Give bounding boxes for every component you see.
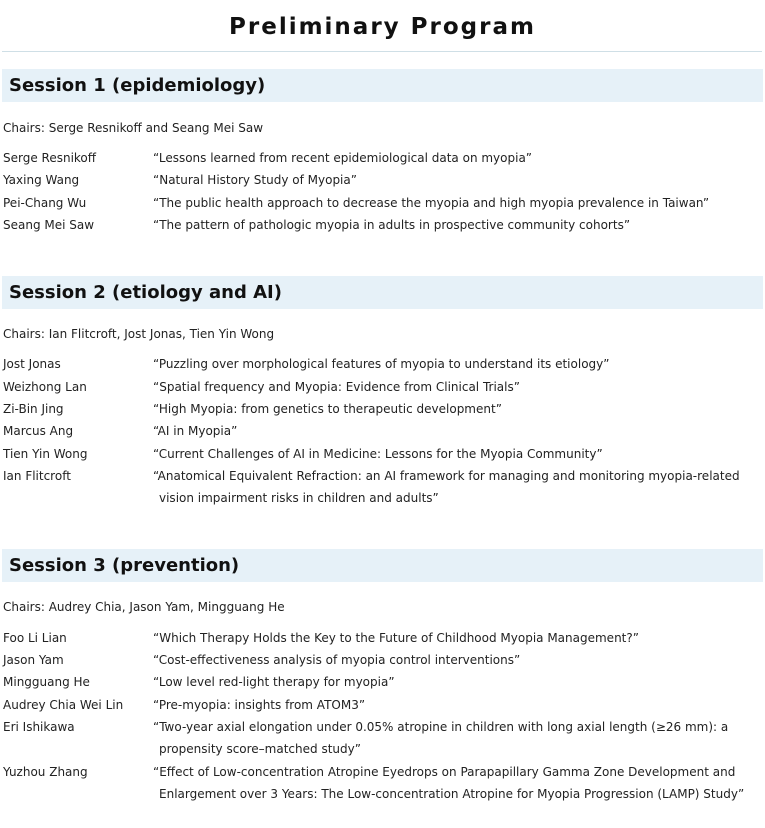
talk-speaker: Jason Yam	[3, 653, 64, 667]
talk-title: “Cost-effectiveness analysis of myopia control interventions”	[153, 653, 521, 667]
talk-title: “Effect of Low-concentration Atropine Eyedrops on Parapapillary Gamma Zone Development and Enlargement over 3 Years: The Low-concentration Atropine for Myopia Progression (LAMP) Study”	[153, 765, 745, 801]
talk-title: “Current Challenges of AI in Medicine: Lessons for the Myopia Community”	[153, 447, 603, 461]
talk-title: “High Myopia: from genetics to therapeutic development”	[153, 402, 502, 416]
talk-title: “AI in Myopia”	[153, 424, 238, 438]
session-1-heading: Session 1 (epidemiology)	[2, 69, 763, 102]
talk-speaker: Marcus Ang	[3, 424, 74, 438]
talk-title: “Lessons learned from recent epidemiological data on myopia”	[153, 151, 533, 165]
talk-title: “The pattern of pathologic myopia in adults in prospective community cohorts”	[153, 218, 631, 232]
session-2-heading: Session 2 (etiology and AI)	[2, 276, 763, 309]
talk-title: “Puzzling over morphological features of myopia to understand its etiology”	[153, 357, 610, 371]
session-1-chairs: Chairs: Serge Resnikoff and Seang Mei Saw	[3, 121, 264, 135]
talk-title: “The public health approach to decrease the myopia and high myopia prevalence in Taiwan”	[153, 196, 710, 210]
talk-title: “Two-year axial elongation under 0.05% atropine in children with long axial length (≥26 mm): a propensity score–matched study”	[153, 720, 729, 756]
talk-title: “Which Therapy Holds the Key to the Future of Childhood Myopia Management?”	[153, 631, 639, 645]
title-divider	[2, 51, 762, 52]
page-title: Preliminary Program	[229, 14, 536, 40]
talk-speaker: Zi-Bin Jing	[3, 402, 64, 416]
talk-speaker: Foo Li Lian	[3, 631, 67, 645]
talk-speaker: Jost Jonas	[3, 357, 61, 371]
talk-speaker: Yaxing Wang	[3, 173, 80, 187]
talk-speaker: Ian Flitcroft	[3, 469, 71, 483]
talk-speaker: Yuzhou Zhang	[3, 765, 88, 779]
session-3-chairs: Chairs: Audrey Chia, Jason Yam, Mingguang He	[3, 600, 285, 614]
talk-title: “Low level red-light therapy for myopia”	[153, 675, 395, 689]
talk-speaker: Weizhong Lan	[3, 380, 87, 394]
talk-speaker: Eri Ishikawa	[3, 720, 75, 734]
session-2-chairs: Chairs: Ian Flitcroft, Jost Jonas, Tien Yin Wong	[3, 327, 275, 341]
talk-speaker: Audrey Chia Wei Lin	[3, 698, 124, 712]
talk-title: “Natural History Study of Myopia”	[153, 173, 357, 187]
talk-speaker: Seang Mei Saw	[3, 218, 95, 232]
talk-title: “Pre-myopia: insights from ATOM3”	[153, 698, 366, 712]
talk-speaker: Mingguang He	[3, 675, 90, 689]
talk-speaker: Tien Yin Wong	[3, 447, 88, 461]
session-3-heading: Session 3 (prevention)	[2, 549, 763, 582]
talk-title: “Anatomical Equivalent Refraction: an AI framework for managing and monitoring myopia-related vision impairment risks in children and adults”	[153, 469, 740, 505]
talk-speaker: Pei-Chang Wu	[3, 196, 87, 210]
talk-title: “Spatial frequency and Myopia: Evidence from Clinical Trials”	[153, 380, 520, 394]
talk-speaker: Serge Resnikoff	[3, 151, 97, 165]
